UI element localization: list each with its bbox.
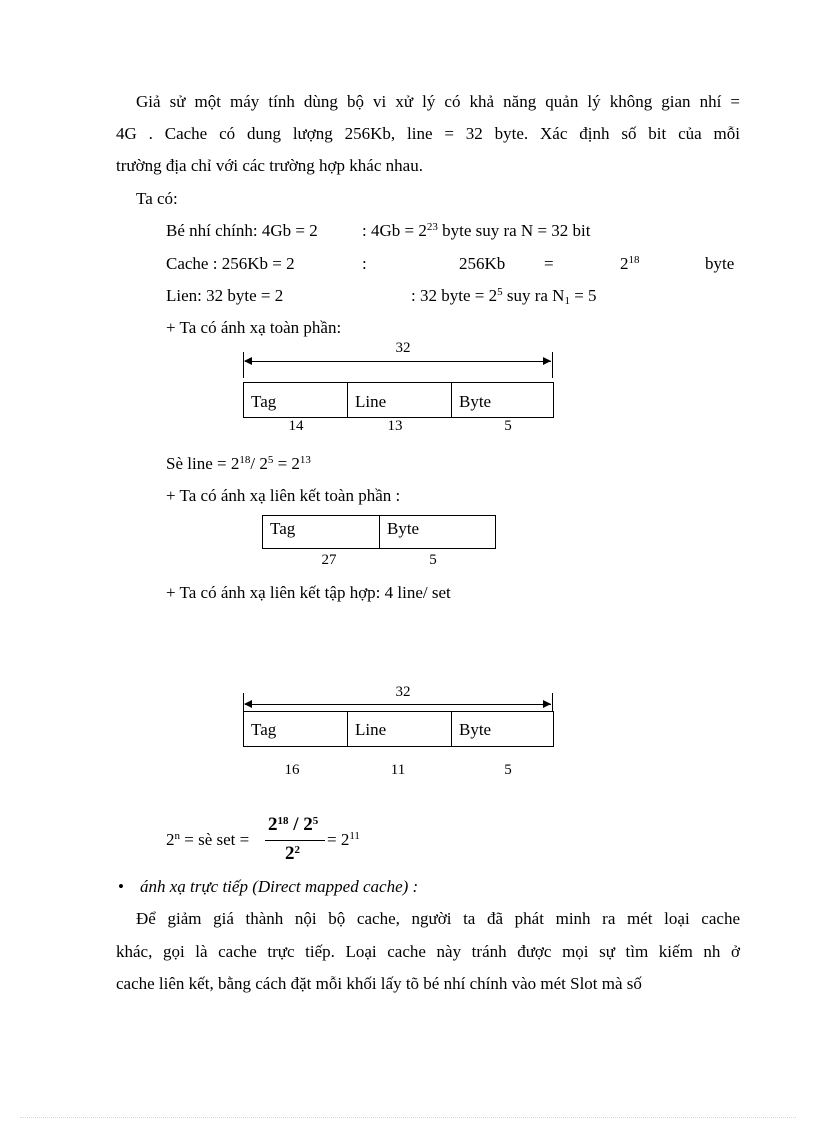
section2-field-tag: Tag bbox=[263, 516, 380, 548]
section3-field-byte: Byte bbox=[459, 720, 492, 739]
section1-arrowhead-left-icon bbox=[244, 357, 252, 365]
section1-bits-tag: 14 bbox=[288, 418, 304, 434]
se-line-eq: Sè line = $2^{18}/$ $2^5 = 2^{13}$ bbox=[166, 454, 311, 473]
formula-lhs: $2^n$ = sè set = bbox=[166, 830, 250, 849]
cache-eq-size: 256Kb bbox=[459, 254, 506, 273]
section1-right-tick bbox=[552, 352, 553, 378]
section3-heading: + Ta có ánh xạ liên kết tập hợp: 4 line/ set bbox=[166, 583, 451, 602]
section2-bits-tag: 27 bbox=[321, 552, 337, 568]
section3-field-tag: Tag bbox=[244, 712, 348, 746]
section1-field-line: Line bbox=[348, 383, 452, 417]
section2-bits-byte: 5 bbox=[429, 552, 437, 568]
line-eq-rhs: : 32 byte = $2^5$ suy ra $N_1 = 5$ bbox=[411, 286, 597, 307]
formula-numerator: $2^{18} / 2^5$ bbox=[268, 814, 319, 835]
section2-field-byte: Byte bbox=[387, 519, 420, 538]
intro-line-2: 4G . Cache có dung lượng 256Kb, line = 32 byte. Xác định số bit của mỗi bbox=[116, 124, 740, 143]
section3-width-label: 32 bbox=[395, 684, 411, 700]
para2-line-3: cache liên kết, bằng cách đặt mỗi khối lấy tõ bé nhí chính vào mét Slot mà số bbox=[116, 974, 642, 993]
formula-result: = $2^{11}$ bbox=[327, 830, 360, 849]
section1-field-tag: Tag bbox=[244, 383, 348, 417]
formula-denominator: $2^2$ bbox=[285, 843, 300, 864]
section3-bits-byte: 5 bbox=[504, 762, 512, 778]
section3-bits-line: 11 bbox=[390, 762, 406, 778]
section3-field-line: Line bbox=[348, 712, 452, 746]
formula-fraction-bar bbox=[265, 840, 325, 841]
section3-arrowhead-left-icon bbox=[244, 700, 252, 708]
section1-bits-byte: 5 bbox=[504, 418, 512, 434]
section1-width-label: 32 bbox=[395, 340, 411, 356]
section1-width-arrow bbox=[245, 361, 551, 362]
section3-bits-tag: 16 bbox=[284, 762, 300, 778]
cache-eq-unit: byte bbox=[705, 254, 735, 273]
para2-line-1: Để giảm giá thành nội bộ cache, người ta đã phát minh ra mét loại cache bbox=[136, 909, 740, 928]
direct-mapped-heading: ánh xạ trực tiếp (Direct mapped cache) : bbox=[140, 877, 419, 896]
page-bottom-border bbox=[20, 1117, 796, 1118]
section3-address-box bbox=[243, 711, 554, 747]
section1-address-box bbox=[243, 382, 554, 418]
section2-address-box bbox=[262, 515, 496, 549]
bullet-icon: • bbox=[118, 877, 124, 896]
line-eq: Lien: 32 byte = 2 bbox=[166, 286, 284, 305]
cache-eq-power: $2^{18}$ bbox=[620, 254, 640, 273]
cache-eq-equals: = bbox=[544, 254, 554, 273]
main-memory-eq: Bé nhí chính: 4Gb = 2 bbox=[166, 221, 318, 240]
section1-arrowhead-right-icon bbox=[543, 357, 551, 365]
section1-heading: + Ta có ánh xạ toàn phần: bbox=[166, 318, 342, 337]
intro-line-1: Giả sử một máy tính dùng bộ vi xử lý có khả năng quản lý không gian nhí = bbox=[136, 92, 740, 111]
intro-line-3: trường địa chỉ với các trường hợp khác nhau. bbox=[116, 156, 423, 175]
ta-co-label: Ta có: bbox=[136, 189, 178, 208]
main-memory-eq-rhs: : $4Gb = 2^{23}$ byte suy ra N = 32 bit bbox=[362, 221, 591, 240]
section3-arrowhead-right-icon bbox=[543, 700, 551, 708]
section1-left-tick bbox=[243, 352, 244, 378]
section1-bits-line: 13 bbox=[387, 418, 403, 434]
para2-line-2: khác, gọi là cache trực tiếp. Loại cache này tránh được mọi sự tìm kiếm nh ở bbox=[116, 942, 740, 961]
cache-eq: Cache : 256Kb = 2 bbox=[166, 254, 295, 273]
cache-eq-colon: : bbox=[362, 254, 367, 273]
section1-field-byte: Byte bbox=[459, 392, 492, 411]
section2-heading: + Ta có ánh xạ liên kết toàn phần : bbox=[166, 486, 401, 505]
section3-right-tick bbox=[552, 693, 553, 711]
section3-width-arrow bbox=[245, 704, 551, 705]
